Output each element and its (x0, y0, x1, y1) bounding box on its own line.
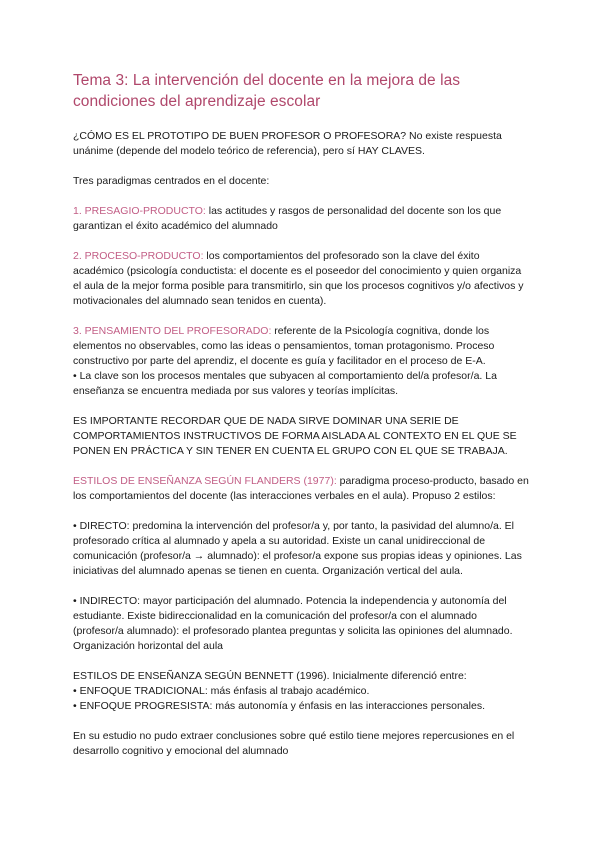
intro-paragraph: ¿CÓMO ES EL PROTOTIPO DE BUEN PROFESOR O PROFESORA? No existe respuesta unánime (depende del modelo teórico de referencia), pero sí HAY CLAVES. (73, 130, 502, 157)
paradigm-1-label: 1. PRESAGIO-PRODUCTO: (73, 205, 206, 217)
paradigm-3-label: 3. PENSAMIENTO DEL PROFESORADO: (73, 325, 272, 337)
paradigm-2-text: los comportamientos del profesorado son la clave del éxito académico (psicología conductista: el docente es el poseedor del conocimiento y quien organiza el aula de la mejor forma posible para transmitirlo, sin que los procesos cognitivos y/o afectivos y motivacionales del alumnado sean tenidos en cuenta). (73, 250, 524, 307)
style-indirecto: • INDIRECTO: mayor participación del alumnado. Potencia la independencia y autonomía del estudiante. Existe bidireccionalidad en la comunicación del profesor/a con el alumnado (profesor/a alumnado): el profesorado plantea preguntas y solicita las opiniones del alumnado. Organización horizontal del aula (73, 595, 513, 652)
conclusion-paragraph: En su estudio no pudo extraer conclusiones sobre qué estilo tiene mejores repercusiones en el desarrollo cognitivo y emocional del alumnado (73, 730, 515, 757)
important-note: ES IMPORTANTE RECORDAR QUE DE NADA SIRVE DOMINAR UNA SERIE DE COMPORTAMIENTOS INSTRUCTIVOS DE FORMA AISLADA AL CONTEXTO EN EL QUE SE PONEN EN PRÁCTICA Y SIN TENER EN CUENTA EL GRUPO CON EL QUE SE TRABAJA. (73, 415, 517, 457)
enfoque-tradicional: • ENFOQUE TRADICIONAL: más énfasis al trabajo académico. (73, 685, 370, 697)
paradigm-2-label: 2. PROCESO-PRODUCTO: (73, 250, 204, 262)
page-title: Tema 3: La intervención del docente en la mejora de las condiciones del aprendizaje escolar (73, 72, 461, 110)
enfoque-progresista: • ENFOQUE PROGRESISTA: más autonomía y énfasis en las interacciones personales. (73, 700, 485, 712)
flanders-label: ESTILOS DE ENSEÑANZA SEGÚN FLANDERS (1977): (73, 475, 337, 487)
paradigm-3-bullet: • La clave son los procesos mentales que subyacen al comportamiento del/a profesor/a. La enseñanza se encuentra mediada por sus valores y teorías implícitas. (73, 370, 497, 397)
bennett-heading: ESTILOS DE ENSEÑANZA SEGÚN BENNETT (1996). Inicialmente diferenció entre: (73, 670, 467, 682)
flanders-text: paradigma proceso-producto, basado en los comportamientos del docente (las interacciones verbales en el aula). Propuso 2 estilos: (73, 475, 529, 502)
paradigm-3 (73, 324, 530, 369)
paradigm-3-text: referente de la Psicología cognitiva, donde los elementos no observables, como las ideas o pensamientos, toman protagonismo. Proceso constructivo por parte del aprendiz, el docente es guía y facilitador en el proceso de E-A. (73, 325, 495, 367)
style-directo: • DIRECTO: predomina la intervención del profesor/a y, por tanto, la pasividad del alumno/a. El profesorado crítica al alumnado y apela a su autoridad. Existe un canal unidireccional de comunicación (profesor/a → alumnado): el profesor/a expone sus propias ideas y opiniones. Las iniciativas del alumnado apenas se tienen en cuenta. Organización vertical del aula. (73, 520, 522, 577)
paradigm-2 (73, 249, 530, 309)
paradigm-1 (73, 204, 530, 234)
paradigms-intro: Tres paradigmas centrados en el docente: (73, 175, 270, 187)
flanders-section (73, 474, 530, 504)
paradigm-1-text: las actitudes y rasgos de personalidad del docente son los que garantizan el éxito académico del alumnado (73, 205, 502, 232)
